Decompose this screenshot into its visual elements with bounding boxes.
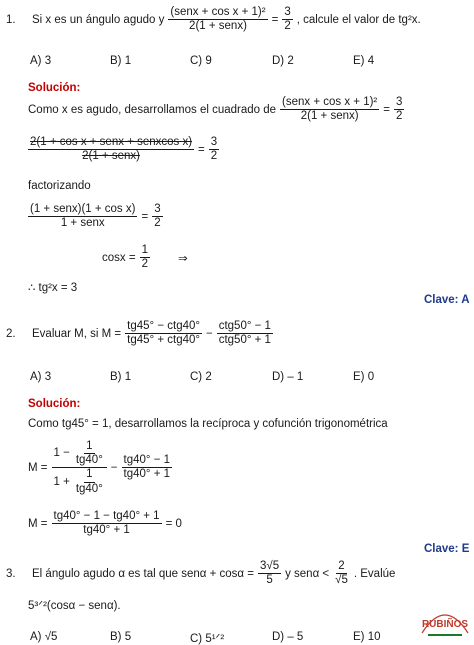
- fraction: [280, 96, 379, 123]
- fraction-numerator: 3: [152, 203, 162, 217]
- equals-sign: =: [141, 210, 149, 223]
- solution-heading: Solución:: [28, 82, 81, 94]
- fraction-numerator: tg45° − ctg40°: [125, 320, 202, 334]
- option-e[interactable]: E) 10: [353, 631, 381, 643]
- solution-line: [28, 96, 404, 123]
- fraction-numerator: (senx + cos x + 1)²: [168, 6, 267, 20]
- fraction: [140, 244, 150, 271]
- fraction-numerator: tg40° − 1: [122, 454, 172, 468]
- step-2-equation: [28, 203, 163, 230]
- step-1-equation: [28, 136, 219, 163]
- fraction-numerator: 1: [140, 244, 150, 258]
- m-compound-expression: [28, 440, 172, 496]
- problem-number: 1.: [6, 13, 16, 26]
- fraction-denominator: 5: [266, 574, 273, 587]
- m-lhs: M =: [28, 517, 48, 530]
- problem-text-end: . Evalúe: [353, 567, 396, 580]
- equals-sign: =: [198, 143, 205, 156]
- cos-equation: [102, 244, 188, 271]
- option-b[interactable]: B) 1: [110, 371, 132, 383]
- fraction: [394, 96, 404, 123]
- option-c[interactable]: C) 9: [190, 55, 212, 67]
- fraction-numerator: ctg50° − 1: [217, 320, 273, 334]
- fraction-denominator: ctg50° + 1: [218, 334, 271, 347]
- fraction-denominator: √5: [335, 574, 348, 587]
- fraction-numerator: 3: [282, 6, 292, 20]
- result-line: ∴ tg²x = 3: [28, 282, 78, 294]
- fraction-numerator: 2(1 + cos x + senx + senxcos x): [28, 136, 194, 150]
- fraction-denominator: 2: [395, 110, 403, 123]
- option-b[interactable]: B) 1: [110, 55, 132, 67]
- cos-lhs: cosx =: [102, 251, 136, 264]
- option-a[interactable]: A) 3: [30, 371, 52, 383]
- fraction-numerator: tg40° − 1 − tg40° + 1: [52, 510, 162, 524]
- fraction: [168, 6, 267, 33]
- compound-numerator-term: 1 −: [53, 447, 70, 460]
- option-d[interactable]: D) 2: [272, 55, 294, 67]
- problem-text: Si x es un ángulo agudo y: [32, 13, 165, 26]
- fraction-numerator: 1: [84, 440, 94, 454]
- fraction: [282, 6, 292, 33]
- minus-sign: −: [110, 461, 118, 474]
- fraction-numerator: 3: [394, 96, 404, 110]
- equals-zero: = 0: [165, 517, 182, 530]
- option-c[interactable]: C) 2: [190, 371, 212, 383]
- fraction-denominator: tg45° + ctg40°: [127, 334, 200, 347]
- fraction: [333, 560, 350, 587]
- fraction: [52, 510, 162, 537]
- m-lhs: M =: [28, 461, 48, 474]
- fraction-denominator: tg40° + 1: [123, 468, 170, 481]
- problem-text-end: , calcule el valor de tg²x.: [296, 13, 421, 26]
- fraction-numerator: (1 + senx)(1 + cos x): [28, 203, 137, 217]
- fraction-denominator: tg40° + 1: [83, 524, 130, 537]
- minus-sign: −: [205, 327, 213, 340]
- factor-label: factorizando: [28, 180, 91, 192]
- compound-numerator: [52, 440, 107, 468]
- fraction: [28, 136, 194, 163]
- problem-1-statement: [6, 6, 421, 33]
- option-a[interactable]: A) 3: [30, 55, 52, 67]
- option-d[interactable]: D) – 1: [272, 371, 304, 383]
- problem-text: El ángulo agudo α es tal que senα + cosα =: [32, 567, 254, 580]
- fraction: [74, 468, 105, 495]
- option-a[interactable]: A) √5: [30, 631, 58, 643]
- option-e[interactable]: E) 4: [353, 55, 375, 67]
- fraction-denominator: tg40°: [75, 454, 103, 467]
- problem-3-expression: 5³ᐟ²(cosα − senα).: [28, 600, 121, 612]
- fraction-numerator: 3: [209, 136, 219, 150]
- problem-text-mid: y senα <: [285, 567, 330, 580]
- fraction-denominator: 2(1 + senx): [300, 110, 359, 123]
- compound-denominator: [52, 468, 107, 495]
- problem-text: Evaluar M, si M =: [32, 327, 122, 340]
- fraction-denominator: tg40°: [75, 482, 103, 495]
- fraction-denominator: 1 + senx: [60, 217, 105, 230]
- fraction-denominator: 2: [284, 20, 291, 33]
- problem-number: 3.: [6, 567, 16, 580]
- fraction-denominator: 2: [154, 217, 161, 230]
- fraction-denominator: 2(1 + senx): [82, 150, 140, 163]
- fraction: [28, 203, 137, 230]
- implies-arrow: ⇒: [177, 252, 188, 265]
- problem-3-statement: [6, 560, 395, 587]
- fraction-denominator: 2: [141, 258, 148, 271]
- fraction: [74, 440, 105, 467]
- answer-key: Clave: A: [424, 294, 470, 306]
- solution-text: Como tg45° = 1, desarrollamos la recíproca y cofunción trigonométrica: [28, 418, 388, 430]
- answer-key: Clave: E: [424, 543, 470, 555]
- fraction: [152, 203, 162, 230]
- fraction: [217, 320, 273, 347]
- equals-sign: =: [271, 13, 279, 26]
- fraction-denominator: 2(1 + senx): [189, 20, 247, 33]
- m-final-equation: [28, 510, 182, 537]
- equals-sign: =: [383, 103, 390, 116]
- compound-fraction: [52, 440, 107, 496]
- fraction: [258, 560, 281, 587]
- fraction-numerator: (senx + cos x + 1)²: [280, 96, 379, 110]
- option-e[interactable]: E) 0: [353, 371, 375, 383]
- logo-text: RUBIÑOS: [421, 619, 469, 630]
- fraction: [122, 454, 172, 481]
- fraction-numerator: 1: [84, 468, 94, 482]
- fraction-denominator: 2: [210, 150, 218, 163]
- fraction: [209, 136, 219, 163]
- fraction-numerator: 2: [336, 560, 346, 574]
- solution-heading: Solución:: [28, 398, 81, 410]
- problem-number: 2.: [6, 327, 16, 340]
- option-b[interactable]: B) 5: [110, 631, 132, 643]
- fraction: [125, 320, 202, 347]
- problem-2-statement: [6, 320, 273, 347]
- option-c[interactable]: C) 5¹ᐟ²: [190, 633, 225, 645]
- option-d[interactable]: D) – 5: [272, 631, 304, 643]
- compound-denominator-term: 1 +: [53, 475, 70, 488]
- publisher-logo: [418, 603, 472, 641]
- solution-text: Como x es agudo, desarrollamos el cuadrado de: [28, 103, 277, 116]
- fraction-numerator: 3√5: [258, 560, 281, 574]
